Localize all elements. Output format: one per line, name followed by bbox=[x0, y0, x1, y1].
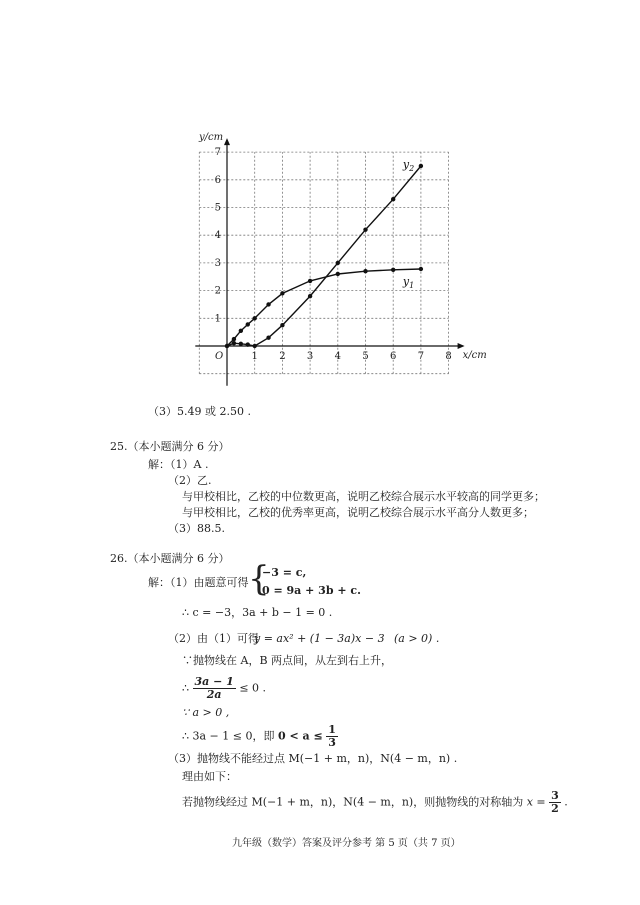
data-point-y2 bbox=[308, 294, 312, 298]
x-axis-arrow-icon bbox=[458, 343, 465, 349]
x-tick-label: 1 bbox=[251, 351, 258, 362]
fraction-suffix: ≤ 0 . bbox=[239, 681, 267, 695]
y-tick-label: 6 bbox=[214, 174, 221, 186]
data-point-y2 bbox=[266, 335, 270, 339]
q26-part2-because: ∵抛物线在 A，B 两点间，从左到右上升， bbox=[182, 654, 393, 667]
q26-header: 26.（本小题满分 6 分） bbox=[110, 552, 230, 565]
y-tick-label: 2 bbox=[214, 285, 221, 297]
data-point-y2 bbox=[225, 344, 229, 348]
data-point-y2 bbox=[232, 341, 236, 345]
data-point-y2 bbox=[391, 197, 395, 201]
data-point-y1 bbox=[246, 322, 250, 326]
equation-system-brace: { bbox=[248, 559, 270, 599]
q25-reason2: 与甲校相比，乙校的优秀率更高，说明乙校综合展示水平高分人数更多； bbox=[182, 506, 534, 519]
y-tick-label: 5 bbox=[214, 202, 221, 214]
y-tick-label: 4 bbox=[214, 230, 221, 242]
q25-part2: （2）乙. bbox=[168, 474, 212, 487]
x-tick-label: 8 bbox=[445, 351, 452, 362]
range-inequality: 0 < a ≤ bbox=[277, 729, 323, 743]
fraction-numerator: 1 bbox=[328, 723, 336, 736]
x-axis-label: x/cm bbox=[462, 350, 487, 361]
q26-part3-claim: （3）抛物线不能经过点 M(−1 + m，n)，N(4 − m，n) . bbox=[168, 752, 458, 765]
q26-fraction-inequality bbox=[182, 676, 266, 701]
data-point-y1 bbox=[419, 267, 423, 271]
x-tick-label: 4 bbox=[334, 351, 341, 362]
q25-header: 25.（本小题满分 6 分） bbox=[110, 440, 230, 453]
data-point-y2 bbox=[239, 342, 243, 346]
data-point-y1 bbox=[266, 302, 270, 306]
equation-line-1: −3 = c, bbox=[262, 566, 307, 579]
q26-part2-formula: y = ax² + (1 − 3a)x − 3 bbox=[254, 632, 385, 645]
q26-part2-condition: (a > 0) . bbox=[394, 632, 440, 645]
series-label-y1: $y_1$ bbox=[402, 274, 415, 290]
page-footer: 九年级（数学）答案及评分参考 第 5 页（共 7 页） bbox=[232, 838, 461, 849]
equation-line-2: 0 = 9a + 3b + c. bbox=[262, 584, 361, 597]
fraction-numerator: 3a − 1 bbox=[194, 675, 234, 688]
data-point-y1 bbox=[308, 279, 312, 283]
q24-part3: （3）5.49 或 2.50 . bbox=[148, 405, 251, 418]
symmetry-sentence: 若抛物线经过 M(−1 + m，n)，N(4 − m，n)，则抛物线的对称轴为 bbox=[182, 795, 524, 809]
data-point-y1 bbox=[280, 291, 284, 295]
fraction-three-halves bbox=[549, 790, 561, 815]
data-point-y1 bbox=[391, 268, 395, 272]
data-point-y1 bbox=[336, 272, 340, 276]
y-tick-label: 7 bbox=[214, 147, 221, 159]
data-point-y2 bbox=[280, 323, 284, 327]
x-tick-label: 2 bbox=[279, 351, 286, 362]
q25-part3: （3）88.5. bbox=[168, 522, 225, 535]
fraction-one-third bbox=[326, 724, 338, 749]
q26-part3-reason: 理由如下： bbox=[182, 770, 237, 783]
chart-grid bbox=[199, 152, 448, 374]
data-point-y1 bbox=[239, 329, 243, 333]
q26-part1-intro: 解：（1）由题意可得 bbox=[148, 576, 249, 589]
function-graph bbox=[0, 0, 640, 420]
fraction-denominator: 2 bbox=[551, 802, 559, 815]
q26-part2-intro: （2）由（1）可得 bbox=[168, 632, 259, 645]
data-point-y2 bbox=[246, 342, 250, 346]
q25-part1: 解：（1）A . bbox=[148, 458, 209, 471]
x-tick-label: 7 bbox=[417, 351, 425, 362]
fraction-denominator: 2a bbox=[206, 688, 222, 701]
symmetry-axis-equation: x = bbox=[526, 795, 546, 809]
chart-axes bbox=[195, 138, 464, 386]
fraction-denominator: 3 bbox=[328, 736, 336, 749]
fraction-3a-1-over-2a bbox=[193, 676, 236, 701]
data-point-y2 bbox=[363, 227, 367, 231]
x-tick-label: 3 bbox=[306, 351, 314, 362]
origin-label: O bbox=[215, 351, 224, 362]
q25-reason1: 与甲校相比，乙校的中位数更高，说明乙校综合展示水平较高的同学更多； bbox=[182, 490, 545, 503]
q26-part2-range bbox=[182, 724, 338, 749]
x-tick-label: 6 bbox=[390, 351, 397, 362]
q26-part2-because2: ∵ a > 0 , bbox=[182, 706, 230, 719]
data-point-y2 bbox=[253, 344, 257, 348]
data-point-y1 bbox=[363, 269, 367, 273]
data-point-y2 bbox=[419, 164, 423, 168]
therefore-symbol: ∴ bbox=[182, 681, 189, 695]
y-tick-label: 1 bbox=[214, 313, 221, 325]
range-prefix: ∴ 3a − 1 ≤ 0，即 bbox=[182, 729, 275, 743]
q26-part3-if: 若抛物线经过 M(−1 + m，n)，N(4 − m，n)，则抛物线的对称轴为 x = $\frac{3}{2}$ . bbox=[182, 789, 568, 815]
y-tick-label: 3 bbox=[214, 257, 221, 269]
y-axis-arrow-icon bbox=[224, 138, 230, 145]
chart-labels bbox=[198, 132, 487, 362]
q26-part1-result: ∴ c = −3，3a + b − 1 = 0 . bbox=[182, 606, 333, 619]
x-tick-label: 5 bbox=[362, 351, 369, 362]
y-axis-label: y/cm bbox=[199, 132, 224, 144]
data-point-y1 bbox=[253, 316, 257, 320]
fraction-numerator: 3 bbox=[551, 789, 559, 802]
data-point-y1 bbox=[232, 337, 236, 341]
data-point-y2 bbox=[336, 261, 340, 265]
series-label-y2: $y_2$ bbox=[402, 157, 415, 173]
